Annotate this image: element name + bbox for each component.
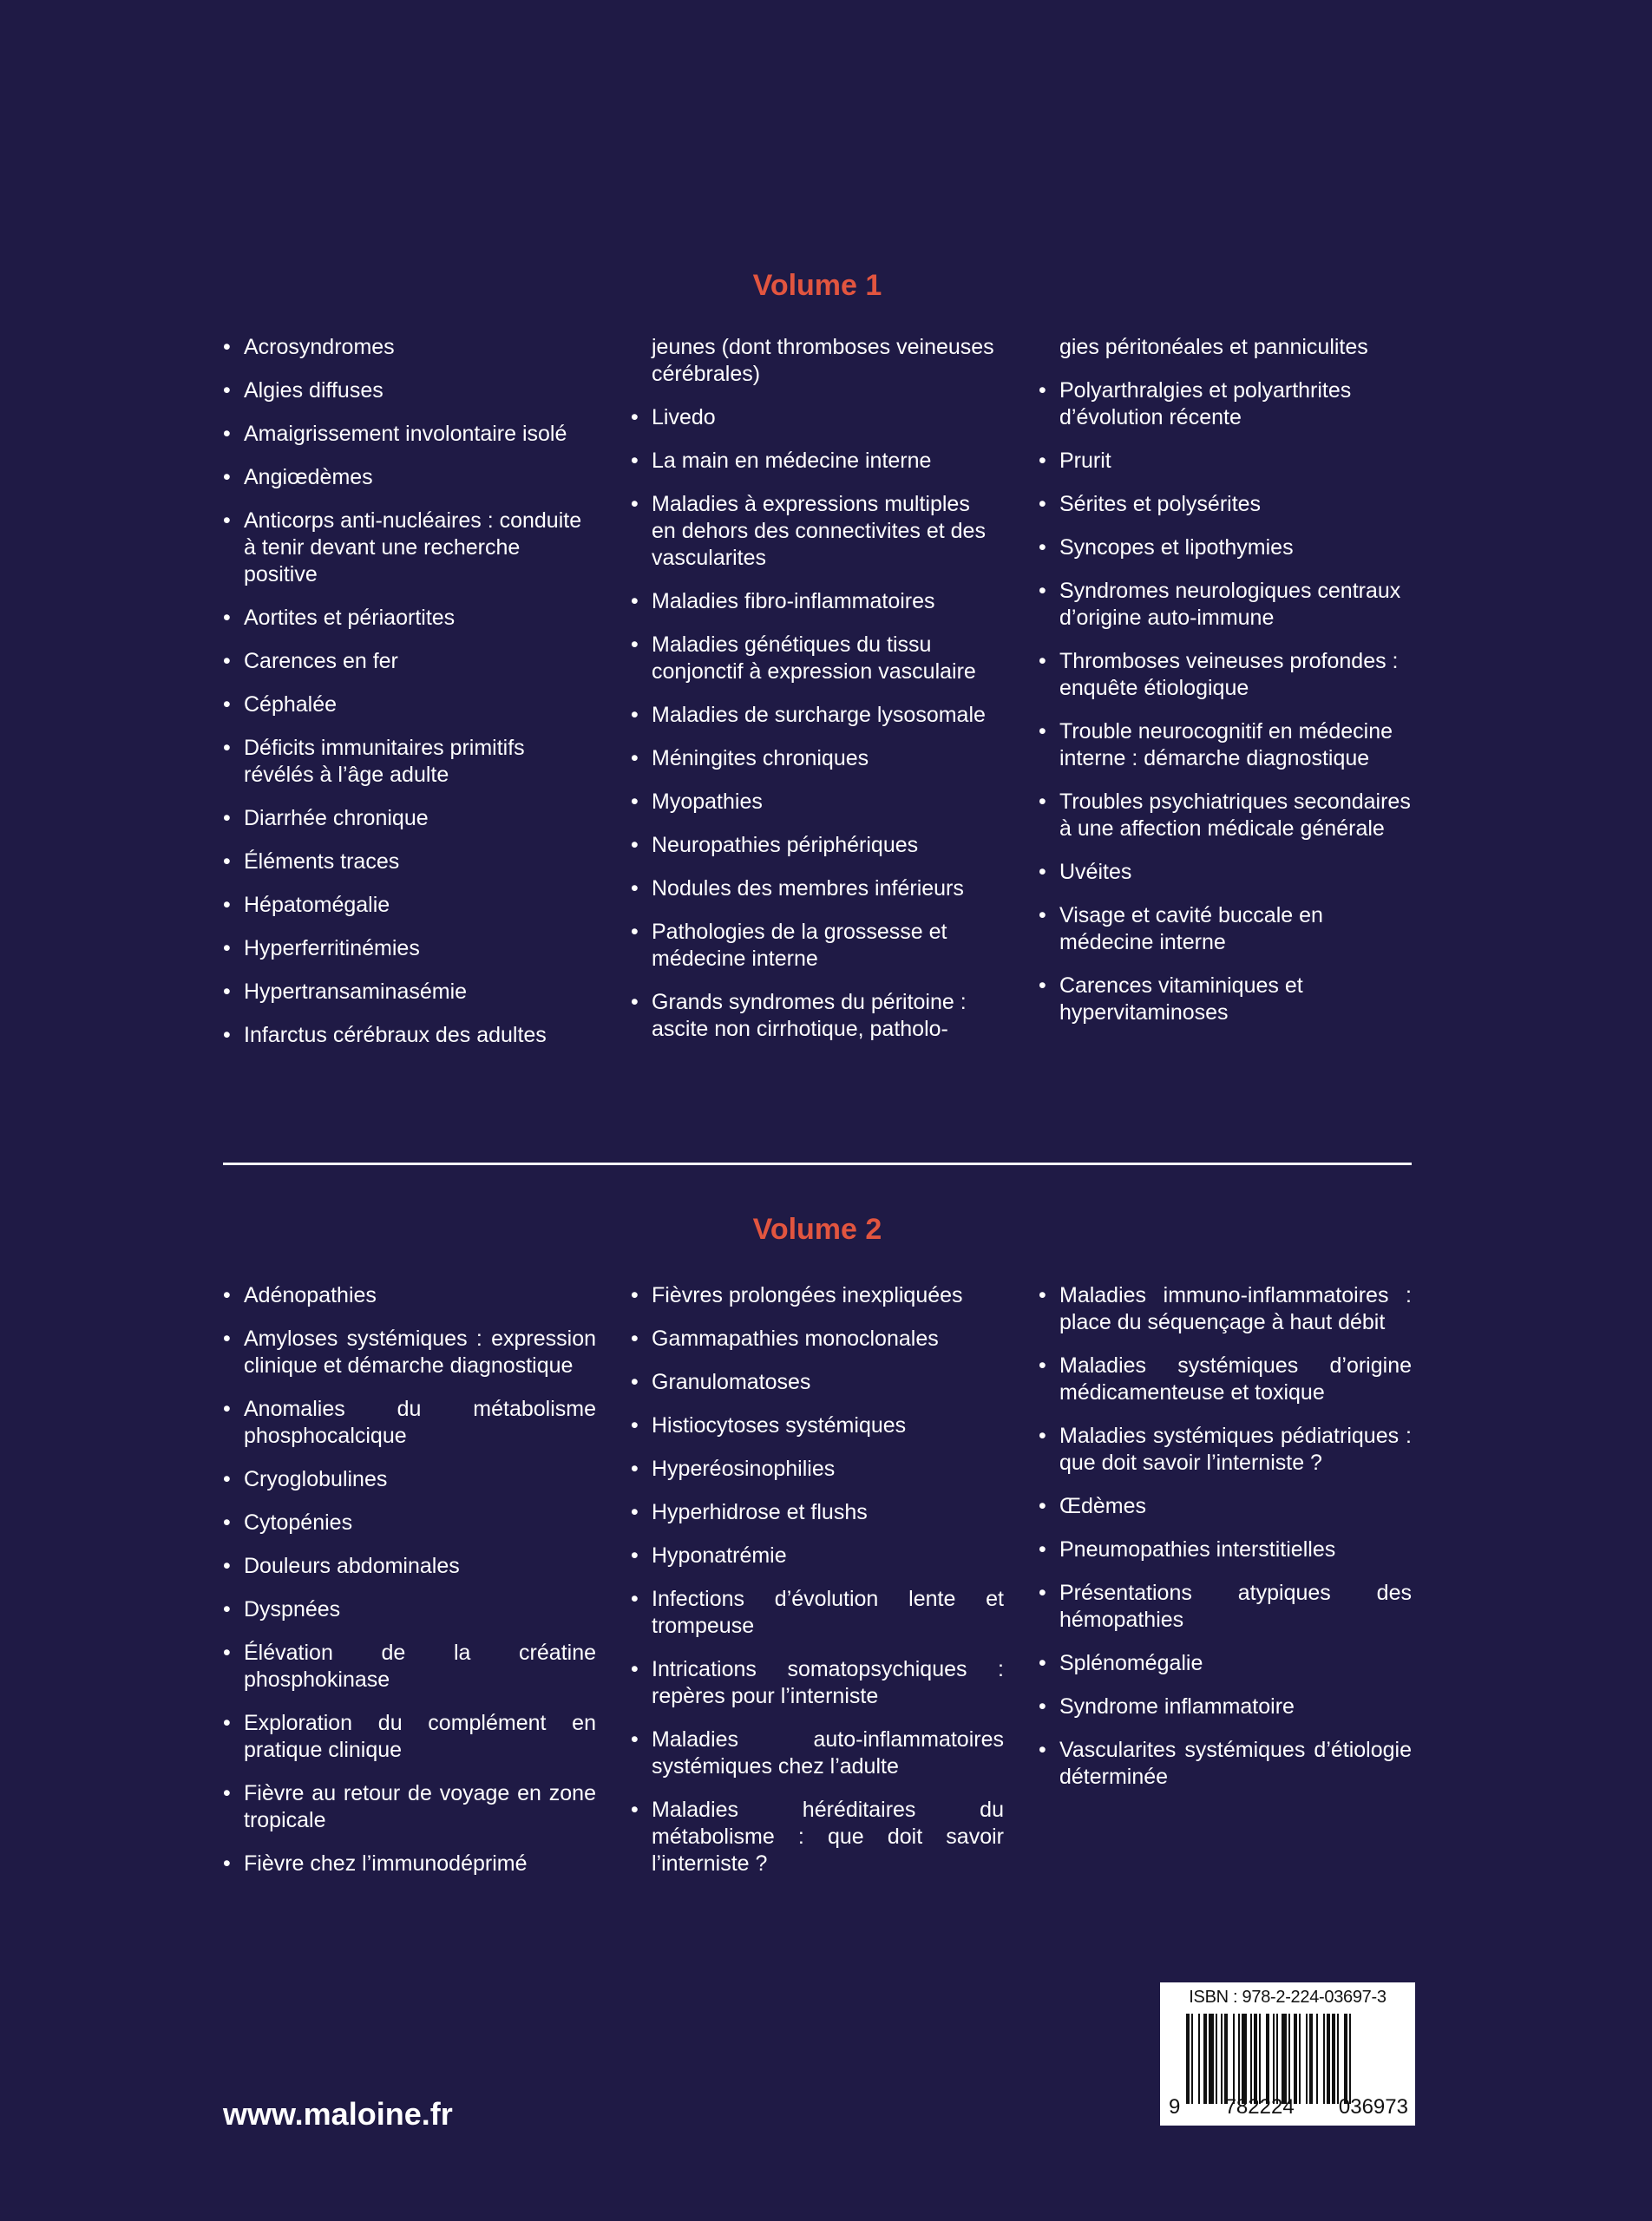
list-item: • Syndromes neurologiques centraux d’origine auto-immune xyxy=(1039,578,1412,632)
list-item: • Troubles psychiatriques secondaires à une affection médicale générale xyxy=(1039,789,1412,842)
list-item: • Syncopes et lipothymies xyxy=(1039,534,1412,561)
list-item: • Diarrhée chronique xyxy=(223,805,587,832)
list-item: • Myopathies xyxy=(631,789,995,816)
list-item: • Hyponatrémie xyxy=(631,1543,1004,1569)
list-item: • Hyperferritinémies xyxy=(223,935,587,962)
list-item: • Vascularites systémiques d’étiologie déterminée xyxy=(1039,1737,1412,1791)
volume-1-column-1 xyxy=(223,334,587,1065)
list-item: • La main en médecine interne xyxy=(631,448,995,475)
list-item: • Déficits immunitaires primitifs révélés à l’âge adulte xyxy=(223,735,587,789)
list-item: • Dyspnées xyxy=(223,1596,596,1623)
isbn-label: ISBN : 978-2-224-03697-3 xyxy=(1189,1988,1386,2007)
list-item: • Angiœdèmes xyxy=(223,464,587,491)
list-item: • Acrosyndromes xyxy=(223,334,587,361)
volume-2-column-2 xyxy=(631,1282,1004,1894)
list-item: • Algies diffuses xyxy=(223,377,587,404)
publisher-website[interactable]: www.maloine.fr xyxy=(223,2096,453,2132)
list-item: • Pneumopathies interstitielles xyxy=(1039,1536,1412,1563)
list-item: • Livedo xyxy=(631,404,995,431)
isbn-barcode xyxy=(1160,1982,1415,2126)
list-item: • Infarctus cérébraux des adultes xyxy=(223,1022,587,1049)
list-item: • Granulomatoses xyxy=(631,1369,1004,1396)
list-item: • Céphalée xyxy=(223,691,587,718)
list-item: • Carences en fer xyxy=(223,648,587,675)
list-item: • Exploration du complément en pratique clinique xyxy=(223,1710,596,1764)
barcode-digits-left: 782224 xyxy=(1224,2095,1295,2119)
list-item: • Anticorps anti-nucléaires : conduite à tenir devant une recherche positive xyxy=(223,508,587,588)
list-item: • Cytopénies xyxy=(223,1510,596,1536)
section-divider xyxy=(223,1163,1412,1165)
volume-2-title: Volume 2 xyxy=(752,1213,882,1246)
list-item: • Fièvres prolongées inexpliquées xyxy=(631,1282,1004,1309)
list-item: • Neuropathies périphériques xyxy=(631,832,995,859)
list-item: • Maladies de surcharge lysosomale xyxy=(631,702,995,729)
list-item: • Thromboses veineuses profondes : enquête étiologique xyxy=(1039,648,1412,702)
volume-2-column-3 xyxy=(1039,1282,1412,1807)
barcode-digits-right: 036973 xyxy=(1338,2095,1408,2119)
list-item: • Prurit xyxy=(1039,448,1412,475)
list-item: • Œdèmes xyxy=(1039,1493,1412,1520)
barcode-digits xyxy=(1169,2095,1408,2119)
list-item: • Maladies auto-inflammatoires systémiques chez l’adulte xyxy=(631,1726,1004,1780)
list-item: • Hépatomégalie xyxy=(223,892,587,919)
list-item: • Gammapathies monoclonales xyxy=(631,1326,1004,1353)
list-item: • Hyperhidrose et flushs xyxy=(631,1499,1004,1526)
list-item: • Nodules des membres inférieurs xyxy=(631,875,995,902)
barcode-digit-lead: 9 xyxy=(1169,2095,1181,2119)
list-item: • Maladies systémiques pédiatriques : que doit savoir l’interniste ? xyxy=(1039,1423,1412,1477)
barcode-icon xyxy=(1186,2014,1391,2104)
list-item: • Amaigrissement involontaire isolé xyxy=(223,421,587,448)
list-item: • Adénopathies xyxy=(223,1282,596,1309)
list-item: • Maladies immuno-inflammatoires : place du séquençage à haut débit xyxy=(1039,1282,1412,1336)
list-item: • Intrications somatopsychiques : repères pour l’interniste xyxy=(631,1656,1004,1710)
list-item: • Grands syndromes du péritoine : ascite non cirrhotique, patholo- xyxy=(631,989,995,1043)
list-item: • Fièvre chez l’immunodéprimé xyxy=(223,1851,596,1877)
list-item: • Polyarthralgies et polyarthrites d’évolution récente xyxy=(1039,377,1412,431)
list-item: • Cryoglobulines xyxy=(223,1466,596,1493)
list-item: • Anomalies du métabolisme phosphocalcique xyxy=(223,1396,596,1450)
list-item: • Hypertransaminasémie xyxy=(223,979,587,1006)
list-item: • Uvéites xyxy=(1039,859,1412,886)
list-item: • Sérites et polysérites xyxy=(1039,491,1412,518)
list-item: • Splénomégalie xyxy=(1039,1650,1412,1677)
list-item: • Syndrome inflammatoire xyxy=(1039,1694,1412,1720)
list-item: • Histiocytoses systémiques xyxy=(631,1412,1004,1439)
list-item: • Visage et cavité buccale en médecine interne xyxy=(1039,902,1412,956)
list-item: • Maladies fibro-inflammatoires xyxy=(631,588,995,615)
list-item: • Amyloses systémiques : expression clinique et démarche diagnostique xyxy=(223,1326,596,1379)
list-item-continuation: gies péritonéales et panniculites xyxy=(1059,335,1368,359)
list-item: • Maladies systémiques d’origine médicamenteuse et toxique xyxy=(1039,1353,1412,1406)
list-item: • Douleurs abdominales xyxy=(223,1553,596,1580)
list-item: • Élévation de la créatine phosphokinase xyxy=(223,1640,596,1694)
list-item: • Présentations atypiques des hémopathies xyxy=(1039,1580,1412,1634)
list-item: • Hyperéosinophilies xyxy=(631,1456,1004,1483)
list-item: • Aortites et périaortites xyxy=(223,605,587,632)
list-item: • Éléments traces xyxy=(223,848,587,875)
volume-1-column-3 xyxy=(1039,334,1412,1043)
list-item-continuation: jeunes (dont thromboses veineuses cérébrales) xyxy=(652,335,994,386)
list-item: • Trouble neurocognitif en médecine interne : démarche diagnostique xyxy=(1039,718,1412,772)
list-item: • Fièvre au retour de voyage en zone tropicale xyxy=(223,1780,596,1834)
list-item: • Pathologies de la grossesse et médecine interne xyxy=(631,919,995,973)
list-item: • Maladies à expressions multiples en dehors des connectivites et des vascularites xyxy=(631,491,995,572)
list-item: • Maladies génétiques du tissu conjonctif à expression vasculaire xyxy=(631,632,995,685)
list-item: • Maladies héréditaires du métabolisme : que doit savoir l’interniste ? xyxy=(631,1797,1004,1877)
volume-1-title: Volume 1 xyxy=(752,269,882,302)
volume-1-column-2 xyxy=(631,334,995,1059)
list-item: • Infections d’évolution lente et trompeuse xyxy=(631,1586,1004,1640)
volume-2-column-1 xyxy=(223,1282,596,1894)
list-item: • Méningites chroniques xyxy=(631,745,995,772)
list-item: • Carences vitaminiques et hypervitaminoses xyxy=(1039,973,1412,1026)
